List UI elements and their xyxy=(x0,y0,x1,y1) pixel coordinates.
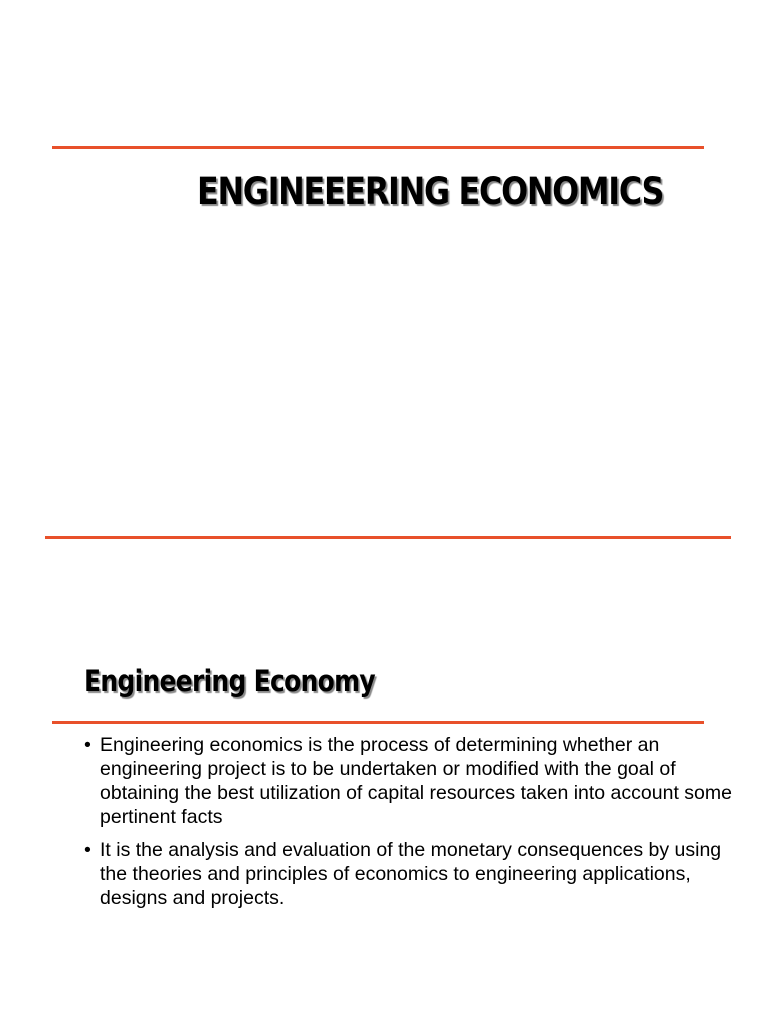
slide-divider-rule xyxy=(45,536,731,539)
bullet-item-1 xyxy=(84,733,744,829)
slide-1-top-rule xyxy=(52,146,704,149)
bullet-item-2 xyxy=(84,838,744,910)
slide-2-title-rule xyxy=(52,721,704,724)
bullet-text-1: Engineering economics is the process of determining whether an engineering project is to be undertaken or modified with the goal of obtaining the best utilization of capital resources taken into account some pertinent facts xyxy=(100,734,732,828)
bullet-list xyxy=(84,733,744,919)
slide-1-title: ENGINEEERING ECONOMICS xyxy=(197,170,664,213)
bullet-glyph: • xyxy=(84,839,91,861)
bullet-glyph: • xyxy=(84,734,91,756)
bullet-text-2: It is the analysis and evaluation of the monetary consequences by using the theories and principles of economics to engineering applications, designs and projects. xyxy=(100,839,722,909)
slide-2-title: Engineering Economy xyxy=(84,664,375,698)
